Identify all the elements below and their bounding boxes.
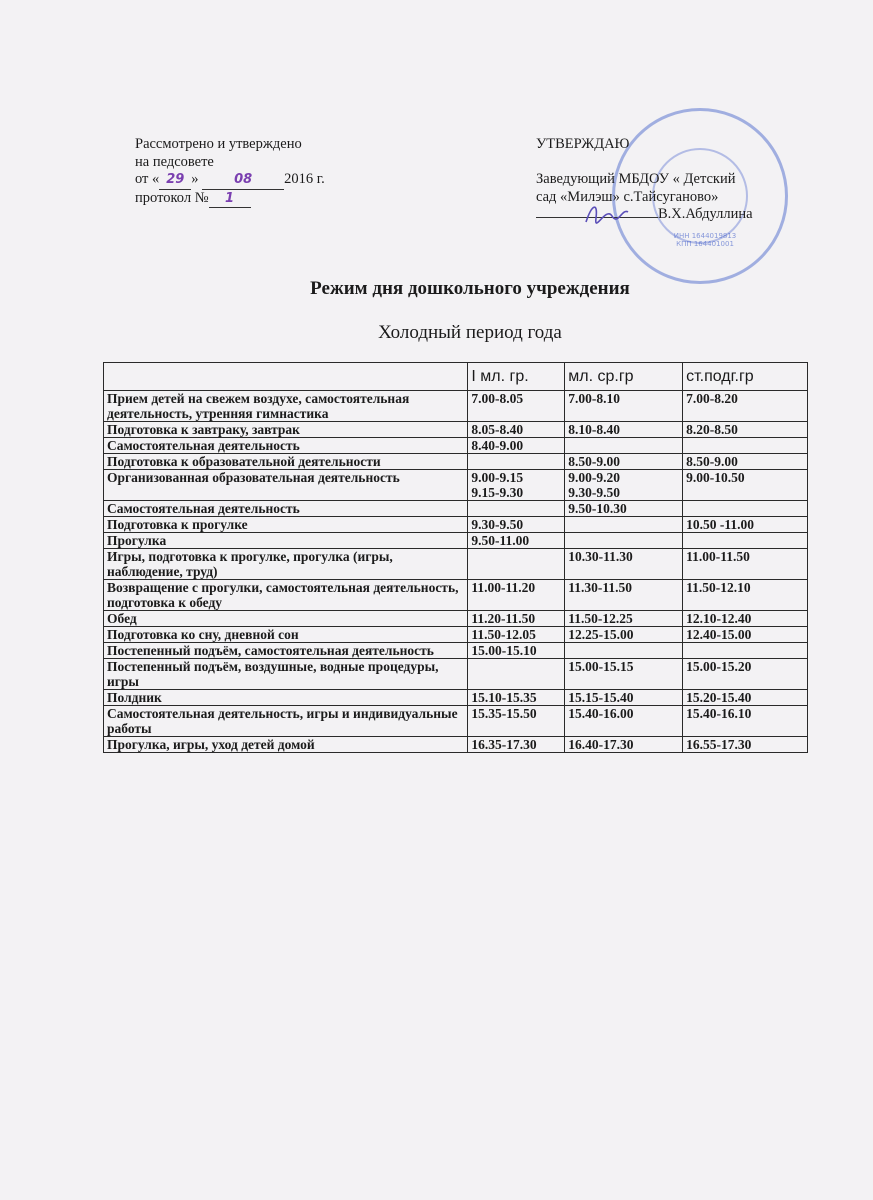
time-cell-g2: 9.00-9.20 9.30-9.50 bbox=[565, 470, 683, 501]
date-day: 29 bbox=[159, 171, 191, 190]
activity-cell: Возвращение с прогулки, самостоятельная деятельность, подготовка к обеду bbox=[104, 580, 468, 611]
protocol-number: 1 bbox=[209, 190, 251, 209]
activity-cell: Самостоятельная деятельность bbox=[104, 438, 468, 454]
time-cell-g3: 12.10-12.40 bbox=[683, 611, 808, 627]
time-cell-g2: 16.40-17.30 bbox=[565, 737, 683, 753]
activity-cell: Прогулка bbox=[104, 533, 468, 549]
date-month: 08 bbox=[202, 171, 284, 190]
activity-cell: Игры, подготовка к прогулке, прогулка (игры, наблюдение, труд) bbox=[104, 549, 468, 580]
header-group-1: I мл. гр. bbox=[468, 363, 565, 391]
table-row bbox=[104, 659, 808, 690]
table-row bbox=[104, 422, 808, 438]
activity-cell: Прием детей на свежем воздухе, самостоятельная деятельность, утренняя гимнастика bbox=[104, 391, 468, 422]
stamp-kpp: КПП 164401001 bbox=[676, 240, 734, 248]
time-cell-g3 bbox=[683, 643, 808, 659]
stamp-codes bbox=[665, 232, 745, 248]
approval-line-2: на педсовете bbox=[135, 153, 214, 170]
time-cell-g3: 8.20-8.50 bbox=[683, 422, 808, 438]
header-group-3: ст.подг.гр bbox=[683, 363, 808, 391]
time-cell-g3: 11.00-11.50 bbox=[683, 549, 808, 580]
activity-cell: Прогулка, игры, уход детей домой bbox=[104, 737, 468, 753]
time-cell-g1: 7.00-8.05 bbox=[468, 391, 565, 422]
activity-cell: Постепенный подъём, воздушные, водные процедуры, игры bbox=[104, 659, 468, 690]
time-cell-g1 bbox=[468, 454, 565, 470]
time-cell-g1: 11.50-12.05 bbox=[468, 627, 565, 643]
approve-heading: УТВЕРЖДАЮ bbox=[536, 136, 630, 152]
table-row bbox=[104, 549, 808, 580]
time-cell-g1 bbox=[468, 659, 565, 690]
activity-cell: Организованная образовательная деятельность bbox=[104, 470, 468, 501]
date-year: 2016 г. bbox=[284, 171, 325, 187]
schedule-table bbox=[103, 362, 808, 753]
table-row bbox=[104, 517, 808, 533]
approval-date-line bbox=[135, 171, 325, 190]
table-row bbox=[104, 627, 808, 643]
time-cell-g3: 15.40-16.10 bbox=[683, 706, 808, 737]
time-cell-g3: 10.50 -11.00 bbox=[683, 517, 808, 533]
time-cell-g3 bbox=[683, 501, 808, 517]
document-title: Режим дня дошкольного учреждения bbox=[310, 278, 630, 299]
table-row bbox=[104, 643, 808, 659]
time-cell-g1: 15.10-15.35 bbox=[468, 690, 565, 706]
time-cell-g3: 15.00-15.20 bbox=[683, 659, 808, 690]
date-prefix: от « bbox=[135, 171, 160, 187]
table-row bbox=[104, 501, 808, 517]
time-cell-g2 bbox=[565, 438, 683, 454]
time-cell-g2: 9.50-10.30 bbox=[565, 501, 683, 517]
table-header-row bbox=[104, 363, 808, 391]
time-cell-g1: 11.20-11.50 bbox=[468, 611, 565, 627]
table-row bbox=[104, 438, 808, 454]
activity-cell: Постепенный подъём, самостоятельная деятельность bbox=[104, 643, 468, 659]
time-cell-g2: 15.15-15.40 bbox=[565, 690, 683, 706]
header-group-2: мл. ср.гр bbox=[565, 363, 683, 391]
time-cell-g2: 15.40-16.00 bbox=[565, 706, 683, 737]
time-cell-g2: 8.10-8.40 bbox=[565, 422, 683, 438]
time-cell-g1: 11.00-11.20 bbox=[468, 580, 565, 611]
table-row bbox=[104, 611, 808, 627]
table-row bbox=[104, 454, 808, 470]
date-mid: » bbox=[191, 171, 199, 187]
approval-block-left bbox=[135, 136, 325, 208]
table-row bbox=[104, 533, 808, 549]
time-cell-g1: 16.35-17.30 bbox=[468, 737, 565, 753]
time-cell-g1: 15.00-15.10 bbox=[468, 643, 565, 659]
time-cell-g2: 7.00-8.10 bbox=[565, 391, 683, 422]
time-cell-g3: 16.55-17.30 bbox=[683, 737, 808, 753]
time-cell-g1: 8.05-8.40 bbox=[468, 422, 565, 438]
stamp-inn: ИНН 1644019813 bbox=[673, 232, 737, 240]
activity-cell: Подготовка к образовательной деятельности bbox=[104, 454, 468, 470]
time-cell-g1: 9.00-9.15 9.15-9.30 bbox=[468, 470, 565, 501]
time-cell-g2: 15.00-15.15 bbox=[565, 659, 683, 690]
table-row bbox=[104, 470, 808, 501]
approval-line-1: Рассмотрено и утверждено bbox=[135, 136, 302, 152]
time-cell-g2 bbox=[565, 517, 683, 533]
approval-block-right bbox=[536, 136, 753, 224]
time-cell-g3 bbox=[683, 438, 808, 454]
table-row bbox=[104, 706, 808, 737]
activity-cell: Самостоятельная деятельность bbox=[104, 501, 468, 517]
time-cell-g2: 11.30-11.50 bbox=[565, 580, 683, 611]
signature-line bbox=[536, 206, 753, 224]
protocol-line bbox=[135, 190, 325, 209]
document-subtitle: Холодный период года bbox=[378, 322, 562, 343]
table-row bbox=[104, 580, 808, 611]
time-cell-g2: 11.50-12.25 bbox=[565, 611, 683, 627]
time-cell-g1: 9.30-9.50 bbox=[468, 517, 565, 533]
head-position: Заведующий МБДОУ « Детский bbox=[536, 171, 736, 187]
time-cell-g2: 12.25-15.00 bbox=[565, 627, 683, 643]
signatory-name: В.Х.Абдуллина bbox=[658, 206, 753, 222]
protocol-label: протокол № bbox=[135, 189, 209, 206]
activity-cell: Обед bbox=[104, 611, 468, 627]
time-cell-g3: 12.40-15.00 bbox=[683, 627, 808, 643]
time-cell-g2 bbox=[565, 533, 683, 549]
time-cell-g1: 8.40-9.00 bbox=[468, 438, 565, 454]
kindergarten-name: сад «Милэш» с.Тайсуганово» bbox=[536, 188, 719, 205]
activity-cell: Подготовка к завтраку, завтрак bbox=[104, 422, 468, 438]
time-cell-g2: 10.30-11.30 bbox=[565, 549, 683, 580]
time-cell-g2: 8.50-9.00 bbox=[565, 454, 683, 470]
time-cell-g3: 15.20-15.40 bbox=[683, 690, 808, 706]
header-activity bbox=[104, 363, 468, 391]
time-cell-g1 bbox=[468, 549, 565, 580]
time-cell-g1: 15.35-15.50 bbox=[468, 706, 565, 737]
time-cell-g1 bbox=[468, 501, 565, 517]
signature-icon bbox=[582, 198, 632, 228]
time-cell-g2 bbox=[565, 643, 683, 659]
activity-cell: Полдник bbox=[104, 690, 468, 706]
table-row bbox=[104, 391, 808, 422]
time-cell-g3: 7.00-8.20 bbox=[683, 391, 808, 422]
table-row bbox=[104, 737, 808, 753]
activity-cell: Самостоятельная деятельность, игры и индивидуальные работы bbox=[104, 706, 468, 737]
time-cell-g3 bbox=[683, 533, 808, 549]
activity-cell: Подготовка ко сну, дневной сон bbox=[104, 627, 468, 643]
time-cell-g3: 11.50-12.10 bbox=[683, 580, 808, 611]
time-cell-g3: 9.00-10.50 bbox=[683, 470, 808, 501]
time-cell-g3: 8.50-9.00 bbox=[683, 454, 808, 470]
table-row bbox=[104, 690, 808, 706]
activity-cell: Подготовка к прогулке bbox=[104, 517, 468, 533]
time-cell-g1: 9.50-11.00 bbox=[468, 533, 565, 549]
